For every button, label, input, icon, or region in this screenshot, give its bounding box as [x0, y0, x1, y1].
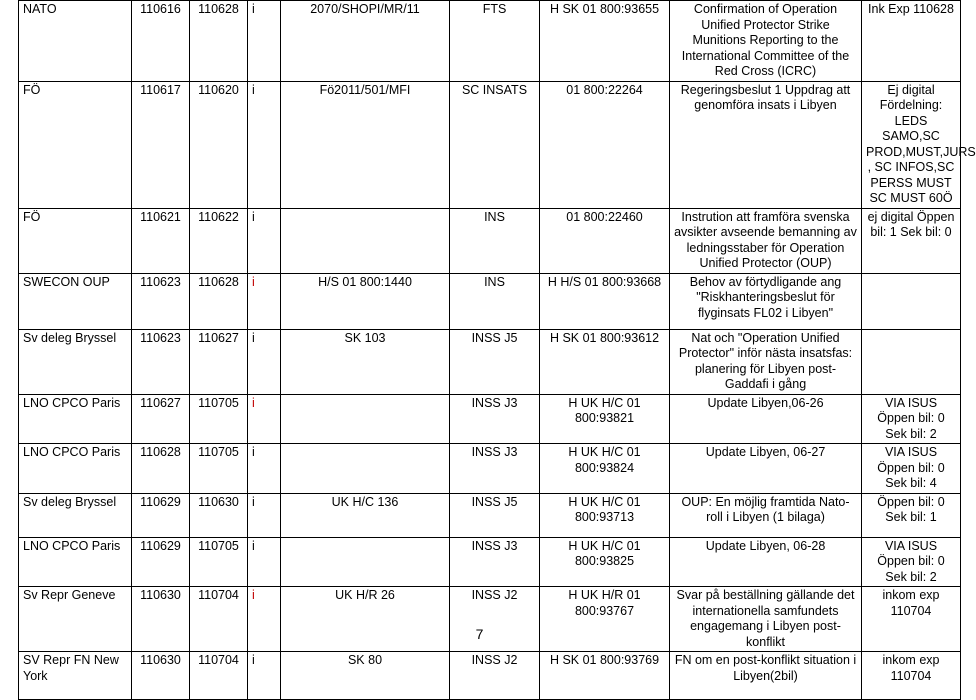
- table-cell: Sv deleg Bryssel: [19, 493, 132, 537]
- table-cell: Nat och "Operation Unified Protector" inför nästa insatsfas: planering för Libyen post-Gaddafi i gång: [670, 329, 862, 394]
- table-cell: i: [248, 444, 281, 494]
- table-cell: 110705: [190, 394, 248, 444]
- table-cell: 110705: [190, 444, 248, 494]
- table-cell: INSS J3: [450, 444, 540, 494]
- table-cell: INSS J2: [450, 587, 540, 652]
- table-cell: FÖ: [19, 81, 132, 208]
- table-row: [19, 1, 961, 82]
- table-cell: LNO CPCO Paris: [19, 394, 132, 444]
- table-cell: 2070/SHOPI/MR/11: [281, 1, 450, 82]
- table-cell: 110621: [132, 208, 190, 273]
- table-cell: ej digital Öppen bil: 1 Sek bil: 0: [862, 208, 961, 273]
- table-cell: SK 103: [281, 329, 450, 394]
- table-cell: 110704: [190, 652, 248, 700]
- table-row: [19, 81, 961, 208]
- table-cell: H UK H/R 01 800:93767: [540, 587, 670, 652]
- table-cell: H SK 01 800:93612: [540, 329, 670, 394]
- table-cell: INSS J2: [450, 652, 540, 700]
- table-cell: 110629: [132, 537, 190, 587]
- table-cell: INSS J5: [450, 329, 540, 394]
- table-cell: 110628: [190, 1, 248, 82]
- table-row: [19, 444, 961, 494]
- table-cell: 110705: [190, 537, 248, 587]
- table-cell: VIA ISUS Öppen bil: 0 Sek bil: 2: [862, 394, 961, 444]
- table-cell: 110627: [190, 329, 248, 394]
- table-cell: [281, 537, 450, 587]
- table-cell: INSS J3: [450, 394, 540, 444]
- table-cell: H H/S 01 800:93668: [540, 273, 670, 329]
- table-cell: INSS J3: [450, 537, 540, 587]
- table-cell: Sv deleg Bryssel: [19, 329, 132, 394]
- table-cell: SK 80: [281, 652, 450, 700]
- table-cell: 110623: [132, 329, 190, 394]
- table-cell: Sv Repr Geneve: [19, 587, 132, 652]
- table-cell: H SK 01 800:93655: [540, 1, 670, 82]
- table-row: [19, 273, 961, 329]
- table-cell: [862, 273, 961, 329]
- table-cell: FÖ: [19, 208, 132, 273]
- table-cell: INS: [450, 208, 540, 273]
- table-cell: UK H/R 26: [281, 587, 450, 652]
- table-cell: H UK H/C 01 800:93821: [540, 394, 670, 444]
- table-cell: FN om en post-konflikt situation i Libyen(2bil): [670, 652, 862, 700]
- table-cell: i: [248, 587, 281, 652]
- table-cell: 01 800:22460: [540, 208, 670, 273]
- table-cell: VIA ISUS Öppen bil: 0 Sek bil: 4: [862, 444, 961, 494]
- document-table: [18, 0, 976, 700]
- table-cell: i: [248, 329, 281, 394]
- table-cell: i: [248, 81, 281, 208]
- table-cell: H UK H/C 01 800:93713: [540, 493, 670, 537]
- table-cell: NATO: [19, 1, 132, 82]
- table-cell: FTS: [450, 1, 540, 82]
- table-cell: 110627: [132, 394, 190, 444]
- table-cell: Fö2011/501/MFI: [281, 81, 450, 208]
- table-cell: Instrution att framföra svenska avsikter avseende bemanning av ledningsstaber för Operation Unified Protector (OUP): [670, 208, 862, 273]
- table-row: [19, 394, 961, 444]
- table-cell: H UK H/C 01 800:93825: [540, 537, 670, 587]
- table-cell: 110628: [132, 444, 190, 494]
- table-cell: Update Libyen, 06-28: [670, 537, 862, 587]
- table-cell: Svar på beställning gällande det internationella samfundets engagemang i Libyen post-konflikt: [670, 587, 862, 652]
- table-cell: 110630: [190, 493, 248, 537]
- table-cell: inkom exp 110704: [862, 587, 961, 652]
- table-cell: SV Repr FN New York: [19, 652, 132, 700]
- table-cell: H SK 01 800:93769: [540, 652, 670, 700]
- table-cell: 110628: [190, 273, 248, 329]
- table-cell: H/S 01 800:1440: [281, 273, 450, 329]
- page-number: 7: [475, 626, 484, 642]
- table-cell: Öppen bil: 0 Sek bil: 1: [862, 493, 961, 537]
- table-cell: Update Libyen,06-26: [670, 394, 862, 444]
- table-cell: 110616: [132, 1, 190, 82]
- table-cell: [281, 444, 450, 494]
- table-cell: INS: [450, 273, 540, 329]
- table-cell: 110704: [190, 587, 248, 652]
- table-cell: [281, 208, 450, 273]
- table-cell: i: [248, 652, 281, 700]
- table-cell: Update Libyen, 06-27: [670, 444, 862, 494]
- table-cell: 110622: [190, 208, 248, 273]
- table-cell: inkom exp 110704: [862, 652, 961, 700]
- table-cell: [281, 394, 450, 444]
- table-cell: H UK H/C 01 800:93824: [540, 444, 670, 494]
- table-cell: Regeringsbeslut 1 Uppdrag att genomföra insats i Libyen: [670, 81, 862, 208]
- table-cell: 110630: [132, 587, 190, 652]
- table-cell: Ink Exp 110628: [862, 1, 961, 82]
- table-cell: Confirmation of Operation Unified Protector Strike Munitions Reporting to the International Committee of the Red Cross (ICRC): [670, 1, 862, 82]
- table-cell: 110629: [132, 493, 190, 537]
- table-cell: 01 800:22264: [540, 81, 670, 208]
- table-row: [19, 208, 961, 273]
- table-cell: INSS J5: [450, 493, 540, 537]
- table-cell: i: [248, 493, 281, 537]
- table-cell: i: [248, 537, 281, 587]
- table-cell: UK H/C 136: [281, 493, 450, 537]
- table-cell: LNO CPCO Paris: [19, 444, 132, 494]
- table-cell: 110617: [132, 81, 190, 208]
- table-cell: i: [248, 208, 281, 273]
- table-cell: [862, 329, 961, 394]
- table-cell: Behov av förtydligande ang "Riskhanteringsbeslut för flyginsats FL02 i Libyen": [670, 273, 862, 329]
- table-cell: 110620: [190, 81, 248, 208]
- table-cell: i: [248, 394, 281, 444]
- table-cell: LNO CPCO Paris: [19, 537, 132, 587]
- table-row: [19, 652, 961, 700]
- table-cell: SWECON OUP: [19, 273, 132, 329]
- table-cell: Ej digital Fördelning: LEDS SAMO,SC PROD,MUST,JURS , SC INFOS,SC PERSS MUST SC MUST 60Ö: [862, 81, 961, 208]
- table-cell: 110630: [132, 652, 190, 700]
- table-cell: SC INSATS: [450, 81, 540, 208]
- table-cell: 110623: [132, 273, 190, 329]
- table-row: [19, 329, 961, 394]
- table-cell: OUP: En möjlig framtida Nato-roll i Libyen (1 bilaga): [670, 493, 862, 537]
- table-cell: i: [248, 1, 281, 82]
- table-cell: VIA ISUS Öppen bil: 0 Sek bil: 2: [862, 537, 961, 587]
- table-row: [19, 537, 961, 587]
- table-cell: i: [248, 273, 281, 329]
- table-row: [19, 493, 961, 537]
